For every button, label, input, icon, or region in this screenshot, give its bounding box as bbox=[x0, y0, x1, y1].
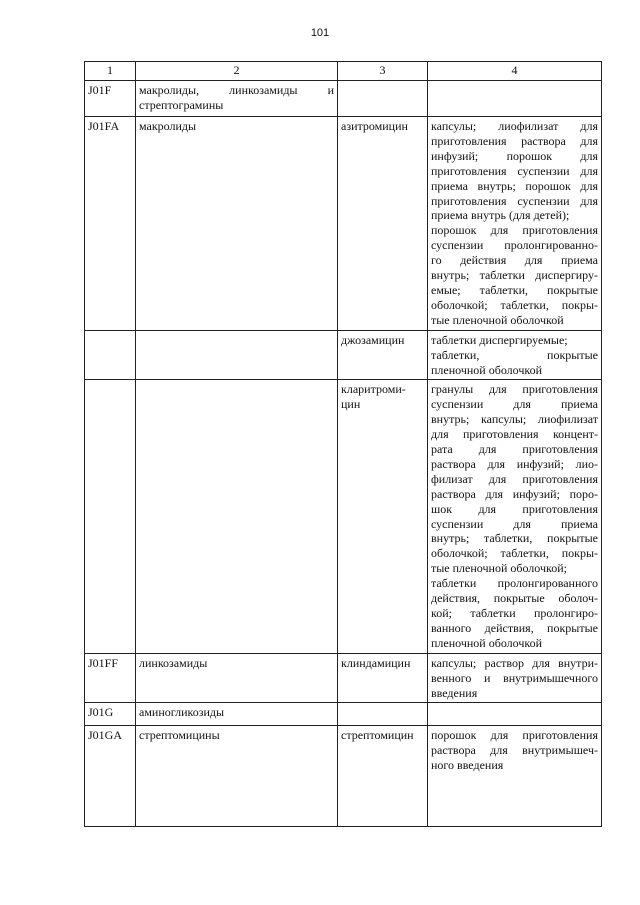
group-cell bbox=[136, 330, 338, 380]
form-cell bbox=[428, 330, 602, 380]
header-row bbox=[85, 62, 602, 81]
table-row bbox=[85, 380, 602, 653]
header-cell-1: 1 bbox=[85, 62, 136, 81]
form-line: рата для приготовления bbox=[431, 442, 598, 457]
form-line: порошок для приготовления bbox=[431, 223, 598, 238]
form-line: суспензии пролонгированно- bbox=[431, 238, 598, 253]
atc-code-cell: J01G bbox=[85, 703, 136, 726]
form-line: филизат для приготовления bbox=[431, 471, 598, 486]
drug-cell bbox=[338, 81, 428, 117]
form-line: приготовления суспензии для bbox=[431, 193, 598, 208]
table-row bbox=[85, 703, 602, 726]
table-row bbox=[85, 330, 602, 380]
drug-cell: стрептомицин bbox=[338, 726, 428, 827]
form-line: суспензии для приема bbox=[431, 397, 598, 412]
form-line: приготовления суспензии для bbox=[431, 163, 598, 178]
form-cell bbox=[428, 703, 602, 726]
table-row bbox=[85, 117, 602, 331]
atc-code-cell bbox=[85, 330, 136, 380]
table-row bbox=[85, 653, 602, 703]
form-line: тые пленочной оболочкой bbox=[431, 312, 564, 327]
form-line: порошок для приготовления bbox=[431, 728, 598, 743]
form-line: приготовления раствора для bbox=[431, 133, 598, 148]
group-line: стрептограмины bbox=[139, 97, 224, 112]
drug-cell: азитромицин bbox=[338, 117, 428, 331]
header-cell-3: 3 bbox=[338, 62, 428, 81]
form-line: таблетки, покрытые bbox=[431, 347, 598, 362]
form-line: таблетки диспергируемые; bbox=[431, 332, 568, 347]
atc-code-cell: J01F bbox=[85, 81, 136, 117]
group-cell: стрептомицины bbox=[136, 726, 338, 827]
form-line: приема внутрь (для детей); bbox=[431, 208, 570, 223]
form-line: гранулы для приготовления bbox=[431, 382, 598, 397]
form-cell bbox=[428, 380, 602, 653]
form-line: раствора для инфузий; лио- bbox=[431, 456, 598, 471]
atc-code-cell bbox=[85, 380, 136, 653]
form-line: раствора для внутримышеч- bbox=[431, 743, 598, 758]
group-cell bbox=[136, 380, 338, 653]
form-line: для приготовления концент- bbox=[431, 427, 598, 442]
form-line: внутрь; таблетки, покрытые bbox=[431, 531, 598, 546]
form-cell bbox=[428, 81, 602, 117]
page-number: 101 bbox=[310, 27, 330, 39]
group-cell bbox=[136, 81, 338, 117]
form-line: емые; таблетки, покрытые bbox=[431, 282, 598, 297]
table-row bbox=[85, 726, 602, 827]
form-line: пленочной оболочкой bbox=[431, 635, 543, 650]
form-line: раствора для инфузий; поро- bbox=[431, 486, 598, 501]
form-line: кой; таблетки пролонгиро- bbox=[431, 606, 598, 620]
form-line: суспензии для приема bbox=[431, 516, 598, 531]
form-line: капсулы; лиофилизат для bbox=[431, 119, 598, 133]
drug-classification-table bbox=[84, 61, 602, 827]
atc-code-cell: J01GA bbox=[85, 726, 136, 827]
form-line: капсулы; раствор для внутри- bbox=[431, 655, 598, 670]
group-cell: линкозамиды bbox=[136, 653, 338, 703]
header-cell-4: 4 bbox=[428, 62, 602, 81]
form-line: внутрь; таблетки диспергиру- bbox=[431, 268, 598, 283]
form-line: го действия для приема bbox=[431, 253, 598, 268]
atc-code-cell: J01FF bbox=[85, 653, 136, 703]
atc-code-cell: J01FA bbox=[85, 117, 136, 331]
drug-line: цин bbox=[341, 397, 361, 412]
form-cell bbox=[428, 726, 602, 827]
group-line: макролиды, линкозамиды и bbox=[139, 83, 334, 97]
drug-cell: джозамицин bbox=[338, 330, 428, 380]
table-row bbox=[85, 81, 602, 117]
drug-cell: клиндамицин bbox=[338, 653, 428, 703]
drug-line: кларитроми- bbox=[341, 382, 406, 397]
form-line: тые пленочной оболочкой; bbox=[431, 561, 567, 576]
form-cell bbox=[428, 653, 602, 703]
form-line: введения bbox=[431, 685, 478, 700]
form-line: оболочкой; таблетки, покры- bbox=[431, 546, 598, 561]
form-line: ванного действия, покрытые bbox=[431, 620, 598, 635]
form-line: оболочкой; таблетки, покры- bbox=[431, 297, 598, 312]
form-line: внутрь; капсулы; лиофилизат bbox=[431, 412, 598, 427]
form-line: приема внутрь; порошок для bbox=[431, 178, 598, 193]
header-cell-2: 2 bbox=[136, 62, 338, 81]
form-line: ного введения bbox=[431, 758, 504, 773]
group-cell: макролиды bbox=[136, 117, 338, 331]
form-line: венного и внутримышечного bbox=[431, 670, 598, 685]
form-line: таблетки пролонгированного bbox=[431, 576, 598, 591]
form-line: действия, покрытые оболоч- bbox=[431, 591, 598, 606]
drug-cell bbox=[338, 703, 428, 726]
group-cell: аминогликозиды bbox=[136, 703, 338, 726]
drug-cell bbox=[338, 380, 428, 653]
form-cell bbox=[428, 117, 602, 331]
form-line: шок для приготовления bbox=[431, 501, 598, 516]
form-line: инфузий; порошок для bbox=[431, 148, 598, 163]
form-line: пленочной оболочкой bbox=[431, 362, 543, 377]
